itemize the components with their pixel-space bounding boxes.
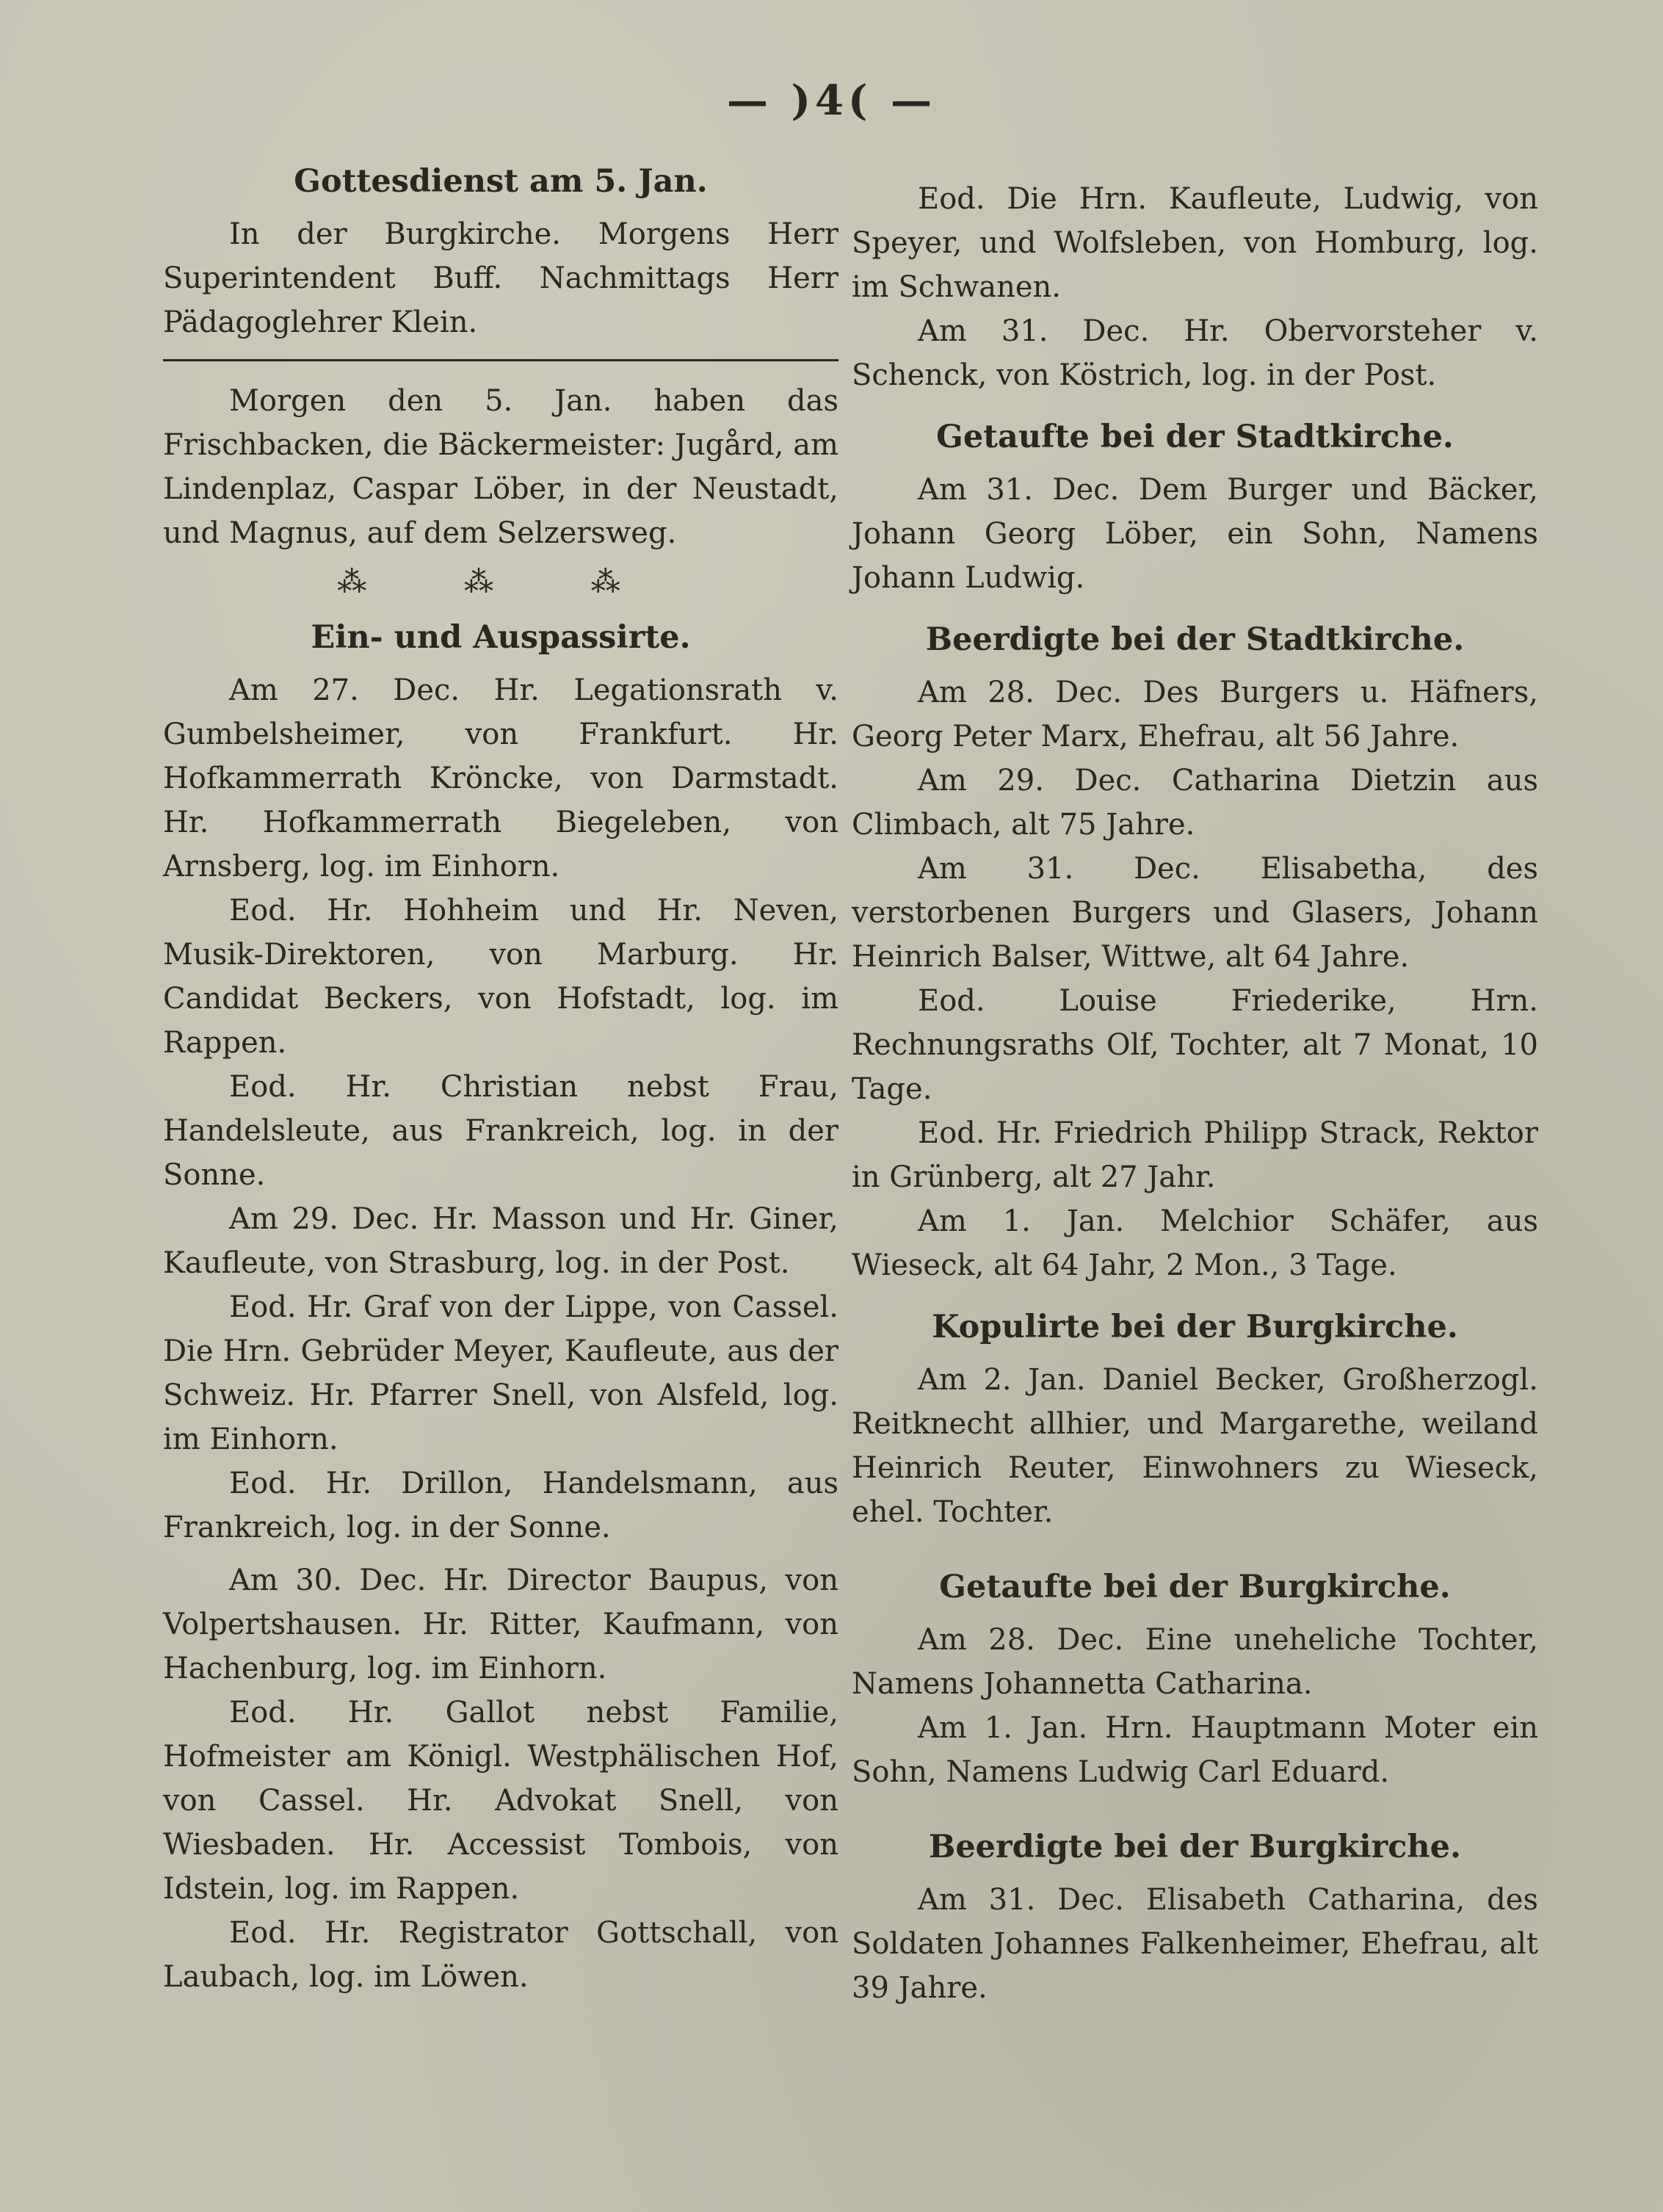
right-column (852, 151, 1538, 2010)
gottesdienst-text: In der Burgkirche. Morgens Herr Superintendent Buff. Nachmittags Herr Pädagoglehrer Klein. (163, 217, 838, 339)
bakers-notice: Morgen den 5. Jan. haben das Frischbacken, die Bäckermeister: Jugård, am Lindenplaz, Caspar Löber, in der Neustadt, und Magnus, auf dem Selzersweg. (163, 384, 838, 550)
section-heading-gottesdienst: Gottesdienst am 5. Jan. (294, 163, 708, 200)
list-item: Am 30. Dec. Hr. Director Baupus, von Volpertshausen. Hr. Ritter, Kaufmann, von Hachenburg, log. im Einhorn. (163, 1564, 838, 1685)
list-item: Am 29. Dec. Catharina Dietzin aus Climbach, alt 75 Jahre. (852, 764, 1538, 842)
list-item: Am 1. Jan. Melchior Schäfer, aus Wieseck, alt 64 Jahr, 2 Mon., 3 Tage. (852, 1204, 1538, 1282)
list-item: Am 28. Dec. Eine uneheliche Tochter, Namens Johannetta Catharina. (852, 1623, 1538, 1701)
list-item: Eod. Hr. Friedrich Philipp Strack, Rektor in Grünberg, alt 27 Jahr. (852, 1116, 1538, 1194)
list-item: Am 2. Jan. Daniel Becker, Großherzogl. Reitknecht allhier, und Margarethe, weiland Heinrich Reuter, Einwohners zu Wieseck, ehel. Tochter. (852, 1363, 1538, 1529)
list-item: Am 31. Dec. Hr. Obervorsteher v. Schenck, von Köstrich, log. in der Post. (852, 314, 1538, 392)
left-column (163, 151, 838, 1999)
section-heading-beerdigte-stadtkirche: Beerdigte bei der Stadtkirche. (925, 621, 1465, 658)
list-item: Am 29. Dec. Hr. Masson und Hr. Giner, Kaufleute, von Strasburg, log. in der Post. (163, 1202, 838, 1280)
section-heading-kopulirte-burgkirche: Kopulirte bei der Burgkirche. (932, 1309, 1458, 1345)
section-heading-passirte: Ein- und Auspassirte. (311, 619, 691, 656)
list-item: Am 31. Dec. Dem Burger und Bäcker, Johann Georg Löber, ein Sohn, Namens Johann Ludwig. (852, 473, 1538, 595)
list-item: Eod. Hr. Christian nebst Frau, Handelsleute, aus Frankreich, log. in der Sonne. (163, 1070, 838, 1192)
list-item: Eod. Die Hrn. Kaufleute, Ludwig, von Speyer, und Wolfsleben, von Homburg, log. im Schwanen. (852, 182, 1538, 304)
list-item: Eod. Louise Friederike, Hrn. Rechnungsraths Olf, Tochter, alt 7 Monat, 10 Tage. (852, 984, 1538, 1106)
divider-rule (163, 359, 838, 361)
list-item: Am 1. Jan. Hrn. Hauptmann Moter ein Sohn, Namens Ludwig Carl Eduard. (852, 1711, 1538, 1789)
ornament-stars: ⁂ ⁂ ⁂ (337, 565, 664, 599)
list-item: Eod. Hr. Registrator Gottschall, von Laubach, log. im Löwen. (163, 1916, 838, 1994)
page-number: — )4( — (727, 76, 936, 125)
list-item: Am 27. Dec. Hr. Legationsrath v. Gumbelsheimer, von Frankfurt. Hr. Hofkammerrath Kröncke, von Darmstadt. Hr. Hofkammerrath Biegeleben, von Arnsberg, log. im Einhorn. (163, 673, 838, 883)
list-item: Am 31. Dec. Elisabetha, des verstorbenen Burgers und Glasers, Johann Heinrich Balser, Wittwe, alt 64 Jahre. (852, 852, 1538, 974)
section-heading-beerdigte-burgkirche: Beerdigte bei der Burgkirche. (928, 1829, 1462, 1865)
section-heading-getaufte-stadtkirche: Getaufte bei der Stadtkirche. (936, 419, 1454, 455)
list-item: Eod. Hr. Graf von der Lippe, von Cassel. Die Hrn. Gebrüder Meyer, Kaufleute, aus der Schweiz. Hr. Pfarrer Snell, von Alsfeld, log. im Einhorn. (163, 1290, 838, 1456)
list-item: Am 28. Dec. Des Burgers u. Häfners, Georg Peter Marx, Ehefrau, alt 56 Jahre. (852, 676, 1538, 753)
list-item: Eod. Hr. Drillon, Handelsmann, aus Frankreich, log. in der Sonne. (163, 1467, 838, 1544)
section-heading-getaufte-burgkirche: Getaufte bei der Burgkirche. (939, 1569, 1451, 1605)
list-item: Eod. Hr. Hohheim und Hr. Neven, Musik-Direktoren, von Marburg. Hr. Candidat Beckers, von Hofstadt, log. im Rappen. (163, 894, 838, 1060)
list-item: Am 31. Dec. Elisabeth Catharina, des Soldaten Johannes Falkenheimer, Ehefrau, alt 39 Jahre. (852, 1883, 1538, 2005)
list-item: Eod. Hr. Gallot nebst Familie, Hofmeister am Königl. Westphälischen Hof, von Cassel. Hr. Advokat Snell, von Wiesbaden. Hr. Accessist Tombois, von Idstein, log. im Rappen. (163, 1696, 838, 1906)
